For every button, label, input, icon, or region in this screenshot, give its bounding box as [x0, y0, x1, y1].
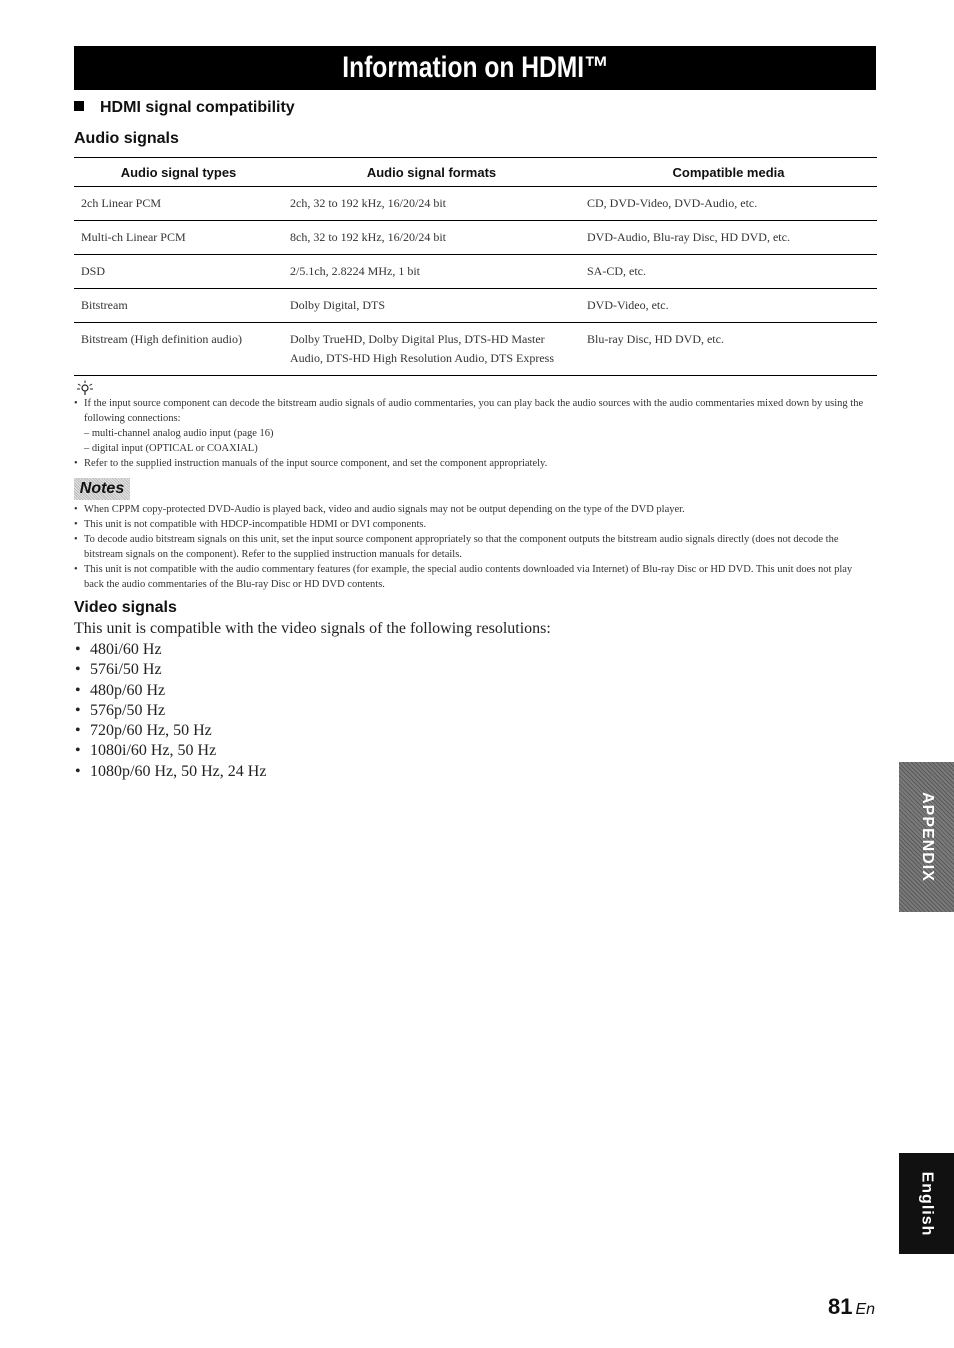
compatible-media-cell: DVD-Audio, Blu-ray Disc, HD DVD, etc.: [580, 221, 877, 255]
signal-format-cell: Dolby TrueHD, Dolby Digital Plus, DTS-HD Master Audio, DTS-HD High Resolution Audio, DTS Express: [283, 323, 580, 376]
english-side-tab: [899, 1153, 954, 1254]
compatible-media-cell: CD, DVD-Video, DVD-Audio, etc.: [580, 187, 877, 221]
page-number-value: 81: [828, 1294, 853, 1319]
table-row: [74, 289, 877, 323]
appendix-tab-label: APPENDIX: [918, 792, 936, 882]
compatible-media-cell: SA-CD, etc.: [580, 255, 877, 289]
list-item: • 576i/50 Hz: [74, 660, 266, 680]
list-item: • 576p/50 Hz: [74, 701, 266, 721]
column-header: Audio signal formats: [283, 158, 580, 187]
list-item: • 720p/60 Hz, 50 Hz: [74, 721, 266, 741]
signal-type-cell: Multi-ch Linear PCM: [74, 221, 283, 255]
list-item: • 480i/60 Hz: [74, 640, 266, 660]
table-row: [74, 323, 877, 376]
page-number: [828, 1294, 875, 1320]
page-language: En: [855, 1301, 876, 1318]
list-item: • 1080p/60 Hz, 50 Hz, 24 Hz: [74, 762, 266, 782]
notes-label: Notes: [74, 478, 130, 500]
page-title: [74, 46, 876, 90]
list-item: – multi-channel analog audio input (page 16): [84, 428, 274, 439]
column-header: Compatible media: [580, 158, 877, 187]
tips-list: [74, 396, 874, 471]
notes-list: [74, 502, 874, 592]
list-item: – digital input (OPTICAL or COAXIAL): [84, 443, 258, 454]
signal-format-cell: 2ch, 32 to 192 kHz, 16/20/24 bit: [283, 187, 580, 221]
list-item: • Refer to the supplied instruction manuals of the input source component, and set the component appropriately.: [74, 456, 874, 471]
table-row: [74, 221, 877, 255]
lightbulb-tip-icon: [75, 380, 95, 396]
appendix-side-tab: [899, 762, 954, 912]
signal-format-cell: Dolby Digital, DTS: [283, 289, 580, 323]
list-item: • 480p/60 Hz: [74, 681, 266, 701]
page-title-text: Information on HDMI™: [341, 51, 609, 84]
list-item: • If the input source component can decode the bitstream audio signals of audio commentaries, you can play back the audio sources with the audio commentaries mixed down by using the following connections:: [74, 396, 874, 426]
signal-type-cell: Bitstream: [74, 289, 283, 323]
english-tab-label: English: [918, 1171, 936, 1236]
compatible-media-cell: DVD-Video, etc.: [580, 289, 877, 323]
signal-format-cell: 2/5.1ch, 2.8224 MHz, 1 bit: [283, 255, 580, 289]
signal-type-cell: Bitstream (High definition audio): [74, 323, 283, 376]
table-row: [74, 187, 877, 221]
table-row: [74, 255, 877, 289]
signal-format-cell: 8ch, 32 to 192 kHz, 16/20/24 bit: [283, 221, 580, 255]
section-heading-text: HDMI signal compatibility: [100, 99, 295, 116]
video-intro-text: This unit is compatible with the video signals of the following resolutions:: [74, 620, 551, 637]
list-item: • This unit is not compatible with HDCP-incompatible HDMI or DVI components.: [74, 517, 874, 532]
resolution-list: [74, 640, 266, 782]
signal-type-cell: 2ch Linear PCM: [74, 187, 283, 221]
list-item: • 1080i/60 Hz, 50 Hz: [74, 741, 266, 761]
audio-signals-table: [74, 157, 877, 376]
audio-signals-heading: Audio signals: [74, 130, 179, 147]
column-header: Audio signal types: [74, 158, 283, 187]
section-heading: [74, 99, 295, 117]
table-header-row: [74, 158, 877, 187]
signal-type-cell: DSD: [74, 255, 283, 289]
compatible-media-cell: Blu-ray Disc, HD DVD, etc.: [580, 323, 877, 376]
square-bullet-icon: [74, 101, 84, 111]
list-item: • This unit is not compatible with the audio commentary features (for example, the special audio contents downloaded via Internet) of Blu-ray Disc or HD DVD. This unit does not play back the audio commentaries of the Blu-ray Disc or HD DVD contents.: [74, 562, 874, 592]
list-item: • To decode audio bitstream signals on this unit, set the input source component appropriately so that the component outputs the bitstream audio signals directly (does not decode the bitstream signals on the component). Refer to the supplied instruction manuals for details.: [74, 532, 874, 562]
video-signals-heading: Video signals: [74, 599, 177, 616]
list-item: • When CPPM copy-protected DVD-Audio is played back, video and audio signals may not be output depending on the type of the DVD player.: [74, 502, 874, 517]
